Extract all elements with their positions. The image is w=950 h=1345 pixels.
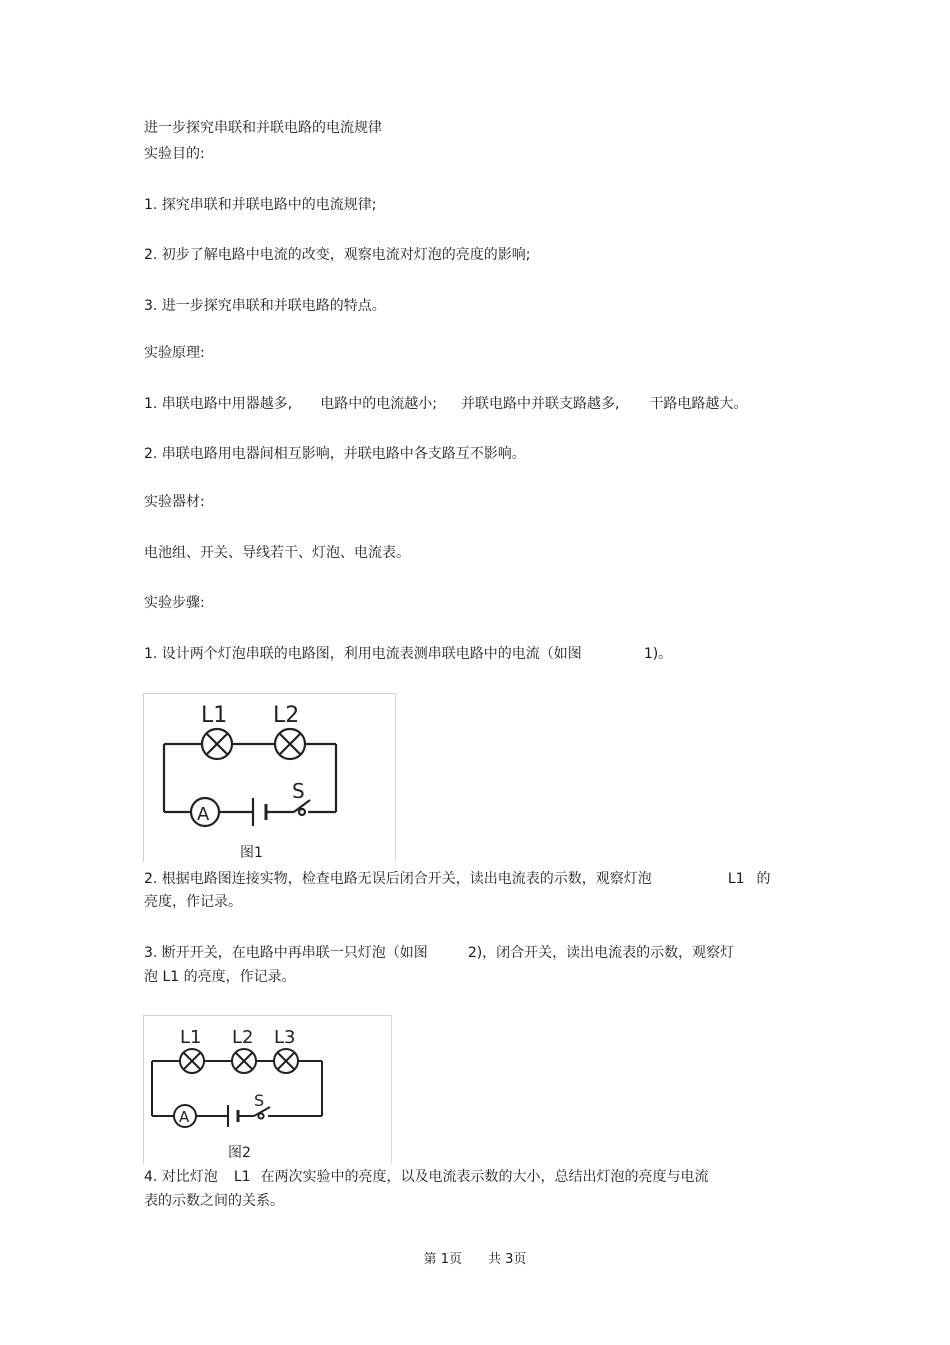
fig1-lamp-label-1: L1 (201, 703, 228, 728)
step-1-part-b: 1)。 (643, 646, 673, 662)
principle-1-part-a: 1. 串联电路中用器越多, (144, 396, 293, 412)
step-4-line-2: 表的示数之间的关系。 (144, 1193, 284, 1209)
step-3-part-a: 3. 断开开关，在电路中再串联一只灯泡（如图 (144, 945, 428, 961)
purpose-item-3: 3. 进一步探究串联和并联电路的特点。 (144, 298, 386, 314)
step-1 (144, 644, 672, 664)
purpose-item-1: 1. 探究串联和并联电路中的电流规律; (144, 197, 377, 213)
fig1-ammeter-label: A (197, 804, 210, 825)
fig2-lamp-label-1: L1 (180, 1027, 202, 1048)
lamp-l2-icon (232, 1049, 256, 1073)
page-footer (0, 1248, 950, 1267)
principle-1-part-d: 干路电路越大。 (649, 396, 748, 412)
step-4-part-a: 4. 对比灯泡 (144, 1169, 218, 1185)
principle-item-2: 2. 串联电路用电器间相互影响，并联电路中各支路互不影响。 (144, 446, 526, 462)
page-total: 共 3页 (488, 1252, 527, 1267)
principle-1-part-c: 并联电路中并联支路越多, (460, 396, 620, 412)
lamp-l2-icon (275, 729, 305, 759)
step-4-line-1 (144, 1167, 709, 1187)
step-3-part-b: 2)，闭合开关，读出电流表的示数，观察灯 (467, 945, 735, 961)
step-3-line-2: 泡 L1 的亮度，作记录。 (144, 969, 296, 985)
page-number: 第 1页 (423, 1252, 462, 1267)
equipment-list: 电池组、开关、导线若干、灯泡、电流表。 (144, 545, 410, 561)
equipment-heading: 实验器材: (144, 494, 205, 510)
fig2-caption: 图2 (228, 1145, 251, 1161)
lamp-l1-icon (180, 1049, 204, 1073)
step-2-line-2: 亮度，作记录。 (144, 894, 242, 910)
circuit-figure-2 (143, 1015, 392, 1164)
principle-1-part-b: 电路中的电流越小; (320, 396, 437, 412)
fig2-lamp-label-3: L3 (274, 1027, 296, 1048)
steps-heading: 实验步骤: (144, 595, 205, 611)
step-1-part-a: 1. 设计两个灯泡串联的电路图，利用电流表测串联电路中的电流（如图 (144, 646, 582, 662)
step-4-part-b: L1 (233, 1169, 251, 1185)
circuit-diagram-2 (144, 1016, 391, 1164)
step-2-part-b: L1 (727, 871, 745, 887)
fig1-lamp-label-2: L2 (273, 703, 300, 728)
purpose-item-2: 2. 初步了解电路中电流的改变，观察电流对灯泡的亮度的影响; (144, 247, 531, 263)
step-2-part-c: 的 (756, 871, 771, 887)
doc-title: 进一步探究串联和并联电路的电流规律 (144, 120, 382, 136)
fig1-caption: 图1 (240, 845, 263, 861)
principle-item-1 (144, 394, 747, 414)
fig1-switch-label: S (292, 779, 305, 803)
fig2-switch-label: S (254, 1091, 265, 1110)
battery-icon (253, 798, 266, 826)
lamp-l3-icon (274, 1049, 298, 1073)
step-3-line-1 (144, 943, 734, 963)
fig2-lamp-label-2: L2 (232, 1027, 254, 1048)
circuit-diagram-1 (144, 694, 395, 862)
step-2-line-1 (144, 869, 771, 889)
circuit-figure-1 (143, 693, 396, 862)
battery-icon (228, 1105, 238, 1127)
fig2-ammeter-label: A (179, 1108, 190, 1126)
lamp-l1-icon (202, 729, 232, 759)
principle-heading: 实验原理: (144, 345, 205, 361)
step-4-part-c: 在两次实验中的亮度，以及电流表示数的大小，总结出灯泡的亮度与电流 (260, 1169, 709, 1185)
step-2-part-a: 2. 根据电路图连接实物，检查电路无误后闭合开关，读出电流表的示数，观察灯泡 (144, 871, 652, 887)
purpose-heading: 实验目的: (144, 146, 205, 162)
